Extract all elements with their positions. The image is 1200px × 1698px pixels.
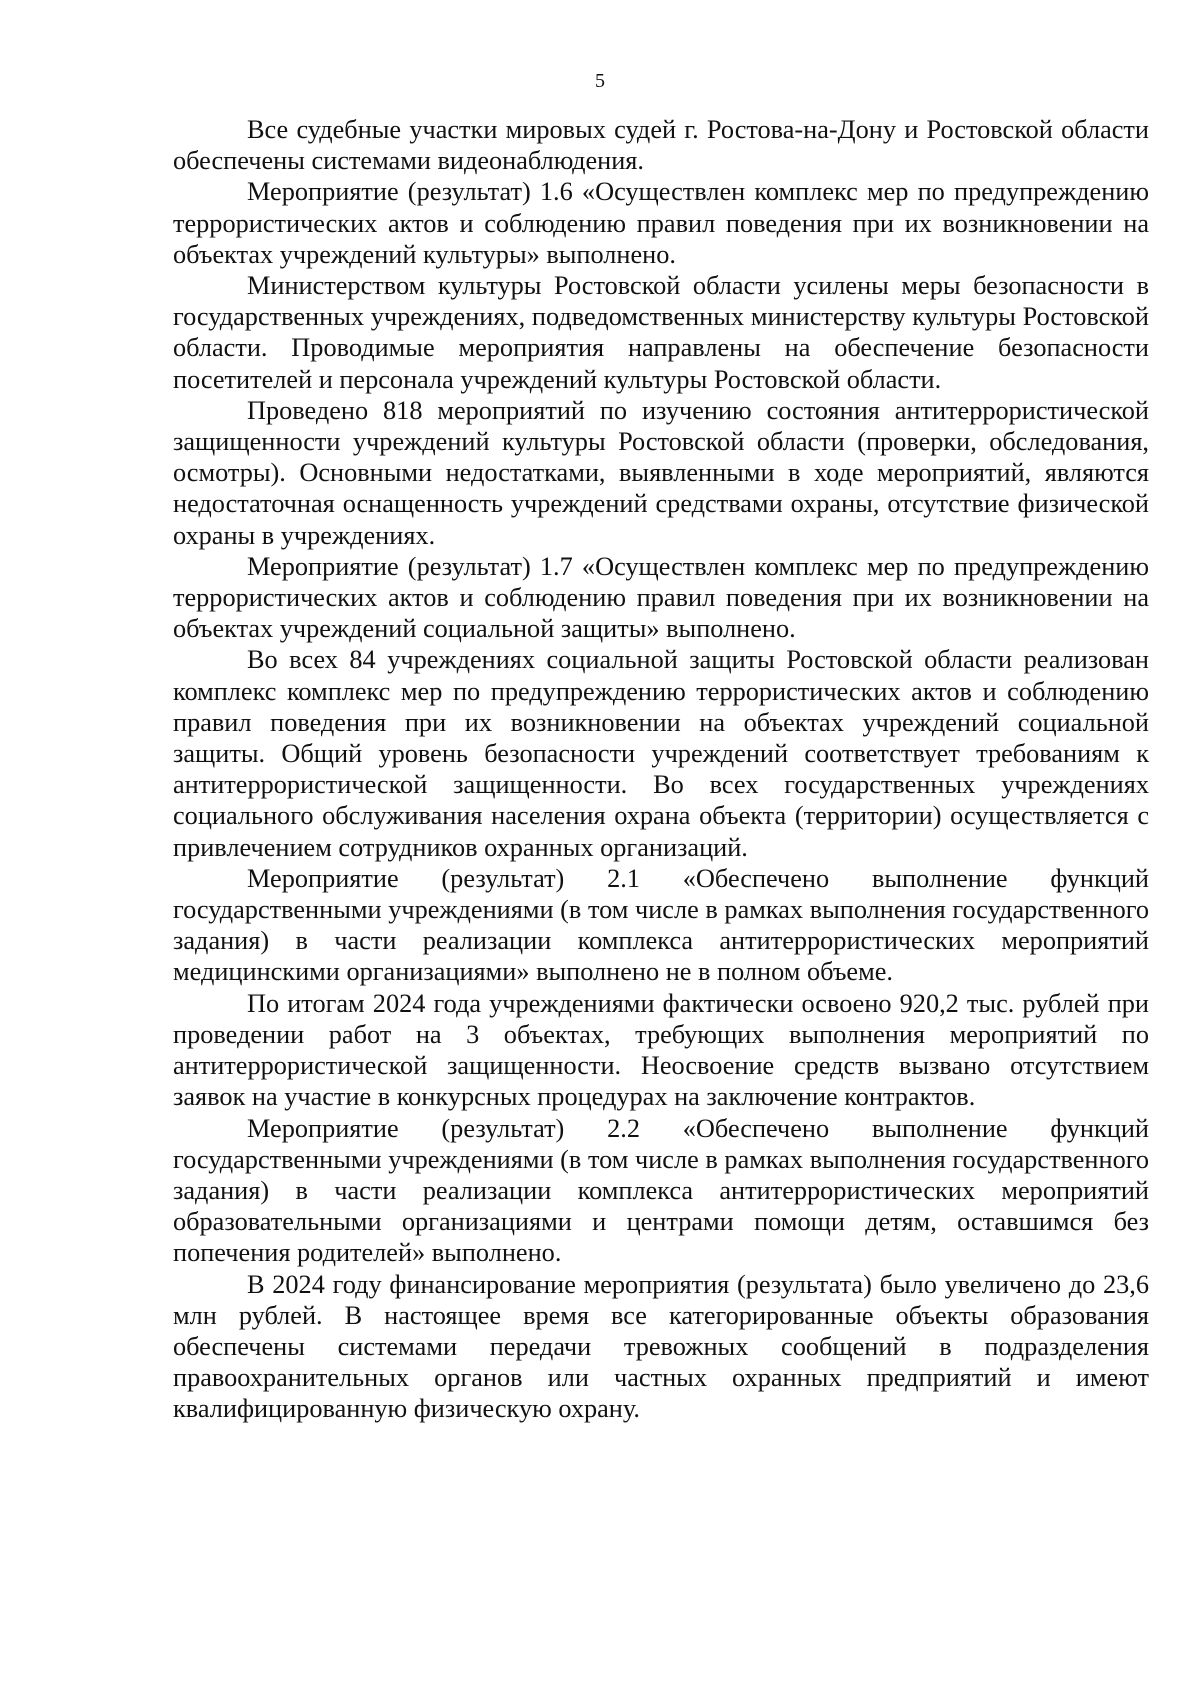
paragraph-measure-2-1: Мероприятие (результат) 2.1 «Обеспечено выполнение функций государственными учреждениями (в том числе в рамках выполнения государственного задания) в части реализации комплекса антитеррористических мероприятий медицинскими организациями» выполнено не в полном объеме.: [173, 863, 1149, 987]
page-number: 5: [595, 70, 605, 92]
paragraph-inspections-818: Проведено 818 мероприятий по изучению состояния антитеррористической защищенности учреждений культуры Ростовской области (проверки, обследования, осмотры). Основными недостатками, выявленными в ходе мероприятий, являются недостаточная оснащенность учреждений средствами охраны, отсутствие физической охраны в учреждениях.: [173, 395, 1149, 550]
paragraph-social-protection: Во всех 84 учреждениях социальной защиты Ростовской области реализован комплекс комплекс мер по предупреждению террористических актов и соблюдению правил поведения при их возникновении на объектах учреждений социальной защиты. Общий уровень безопасности учреждений соответствует требованиям к антитеррористической защищенности. Во всех государственных учреждениях социального обслуживания населения охрана объекта (территории) осуществляется с привлечением сотрудников охранных организаций.: [173, 645, 1149, 862]
paragraph-measure-1-7: Мероприятие (результат) 1.7 «Осуществлен комплекс мер по предупреждению террористических актов и соблюдению правил поведения при их возникновении на объектах учреждений социальной защиты» выполнено.: [173, 551, 1149, 644]
paragraph-measure-1-6: Мероприятие (результат) 1.6 «Осуществлен комплекс мер по предупреждению террористических актов и соблюдению правил поведения при их возникновении на объектах учреждений культуры» выполнено.: [173, 177, 1149, 269]
paragraph-ministry-culture: Министерством культуры Ростовской области усилены меры безопасности в государственных учреждениях, подведомственных министерству культуры Ростовской области. Проводимые мероприятия направлены на обеспечение безопасности посетителей и персонала учреждений культуры Ростовской области.: [173, 271, 1149, 394]
paragraph-financing-2024: В 2024 году финансирование мероприятия (результата) было увеличено до 23,6 млн рублей. В настоящее время все категорированные объекты образования обеспечены системами передачи тревожных сообщений в подразделения правоохранительных органов или частных охранных предприятий и имеют квалифицированную физическую охрану.: [173, 1269, 1149, 1424]
paragraph-results-2024: По итогам 2024 года учреждениями фактически освоено 920,2 тыс. рублей при проведении работ на 3 объектах, требующих выполнения мероприятий по антитеррористической защищенности. Неосвоение средств вызвано отсутствием заявок на участие в конкурсных процедурах на заключение контрактов.: [173, 988, 1149, 1112]
paragraph-measure-2-2: Мероприятие (результат) 2.2 «Обеспечено выполнение функций государственными учреждениями (в том числе в рамках выполнения государственного задания) в части реализации комплекса антитеррористических мероприятий образовательными организациями и центрами помощи детям, оставшимся без попечения родителей» выполнено.: [173, 1113, 1149, 1268]
document-body: [173, 114, 1149, 1425]
paragraph-video-surveillance: Все судебные участки мировых судей г. Ростова-на-Дону и Ростовской области обеспечены системами видеонаблюдения.: [173, 115, 1149, 176]
